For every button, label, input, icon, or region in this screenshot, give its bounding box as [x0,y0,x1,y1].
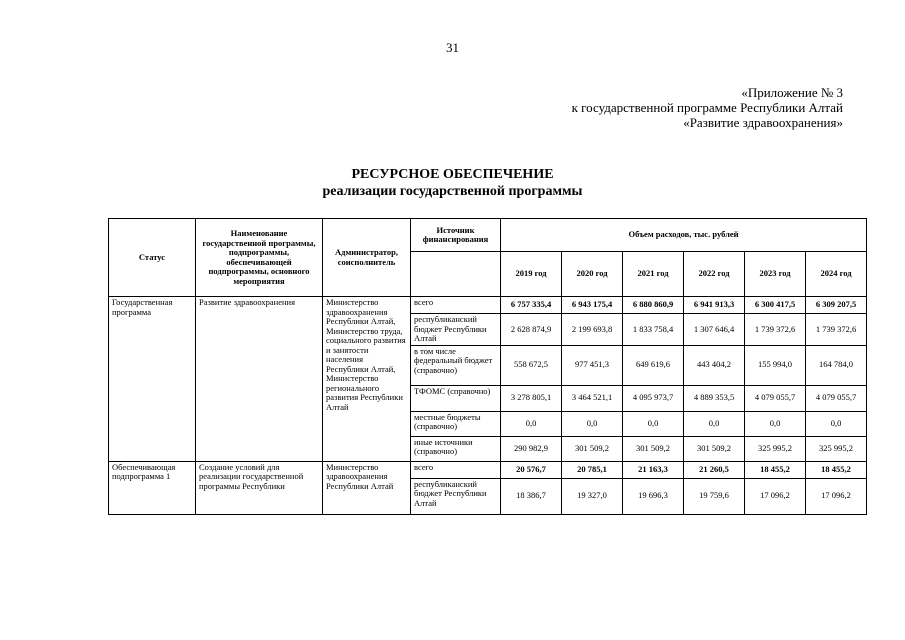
cell-value: 301 509,2 [562,436,623,461]
cell-value: 0,0 [562,411,623,436]
cell-source: ТФОМС (справочно) [411,385,501,411]
cell-value: 649 619,6 [623,345,684,385]
cell-source: иные источники (справочно) [411,436,501,461]
header-year-2021: 2021 год [623,252,684,297]
page-number: 31 [446,40,459,55]
cell-value: 155 994,0 [745,345,806,385]
cell-value: 1 833 758,4 [623,314,684,346]
cell-value: 443 404,2 [684,345,745,385]
header-year-2024: 2024 год [806,252,867,297]
cell-value: 18 386,7 [501,478,562,514]
cell-value: 1 739 372,6 [806,314,867,346]
cell-value: 290 982,9 [501,436,562,461]
cell-source: в том числе федеральный бюджет (справочно) [411,345,501,385]
cell-value: 1 307 646,4 [684,314,745,346]
table-row [109,297,867,314]
cell-value: 21 163,3 [623,461,684,478]
cell-value: 19 327,0 [562,478,623,514]
cell-value: 1 739 372,6 [745,314,806,346]
cell-value: 6 757 335,4 [501,297,562,314]
cell-value: 4 889 353,5 [684,385,745,411]
document-title [0,166,905,200]
cell-value: 0,0 [684,411,745,436]
cell-value: 6 943 175,4 [562,297,623,314]
cell-value: 0,0 [623,411,684,436]
cell-source: республиканский бюджет Республики Алтай [411,314,501,346]
header-year-2019: 2019 год [501,252,562,297]
cell-value: 2 199 693,8 [562,314,623,346]
cell-status: Государственная программа [109,297,196,462]
cell-value: 301 509,2 [623,436,684,461]
cell-value: 19 696,3 [623,478,684,514]
cell-value: 6 300 417,5 [745,297,806,314]
cell-value: 6 309 207,5 [806,297,867,314]
resource-table [108,218,867,515]
cell-value: 0,0 [501,411,562,436]
title-line-1: РЕСУРСНОЕ ОБЕСПЕЧЕНИЕ [351,167,554,182]
cell-source: всего [411,461,501,478]
cell-value: 2 628 874,9 [501,314,562,346]
appendix-line-3: «Развитие здравоохранения» [683,115,843,130]
cell-value: 4 079 055,7 [806,385,867,411]
cell-value: 20 785,1 [562,461,623,478]
header-status: Статус [109,219,196,297]
cell-status: Обеспечивающая подпрограмма 1 [109,461,196,514]
cell-value: 0,0 [806,411,867,436]
cell-value: 6 880 860,9 [623,297,684,314]
cell-admin: Министерство здравоохранения Республики Алтай [323,461,411,514]
cell-value: 3 278 805,1 [501,385,562,411]
cell-value: 325 995,2 [806,436,867,461]
header-year-2022: 2022 год [684,252,745,297]
cell-name: Развитие здравоохранения [196,297,323,462]
header-year-2023: 2023 год [745,252,806,297]
header-source-empty [411,252,501,297]
header-admin: Администратор, соисполнитель [323,219,411,297]
appendix-reference [572,85,843,130]
header-source: Источник финансирования [411,219,501,252]
appendix-line-2: к государственной программе Республики Алтай [571,100,843,115]
cell-value: 558 672,5 [501,345,562,385]
header-volume: Объем расходов, тыс. рублей [501,219,867,252]
cell-value: 977 451,3 [562,345,623,385]
cell-source: республиканский бюджет Республики Алтай [411,478,501,514]
table-body [109,297,867,515]
cell-value: 325 995,2 [745,436,806,461]
title-line-2: реализации государственной программы [322,184,583,199]
cell-source: местные бюджеты (справочно) [411,411,501,436]
cell-value: 18 455,2 [806,461,867,478]
cell-source: всего [411,297,501,314]
cell-value: 0,0 [745,411,806,436]
cell-value: 17 096,2 [745,478,806,514]
cell-value: 20 576,7 [501,461,562,478]
appendix-line-1: «Приложение № 3 [741,85,843,100]
cell-value: 6 941 913,3 [684,297,745,314]
cell-value: 4 095 973,7 [623,385,684,411]
table-row [109,461,867,478]
cell-value: 4 079 055,7 [745,385,806,411]
header-name: Наименование государственной программы, подпрограммы, обеспечивающей подпрограммы, основного мероприятия [196,219,323,297]
header-year-2020: 2020 год [562,252,623,297]
cell-value: 301 509,2 [684,436,745,461]
cell-value: 17 096,2 [806,478,867,514]
cell-name: Создание условий для реализации государственной программы Республики [196,461,323,514]
cell-admin: Министерство здравоохранения Республики Алтай, Министерство труда, социального развития и занятости населения Республики Алтай, Министерство регионального развития Республики Алтай [323,297,411,462]
cell-value: 164 784,0 [806,345,867,385]
cell-value: 21 260,5 [684,461,745,478]
cell-value: 18 455,2 [745,461,806,478]
cell-value: 19 759,6 [684,478,745,514]
cell-value: 3 464 521,1 [562,385,623,411]
